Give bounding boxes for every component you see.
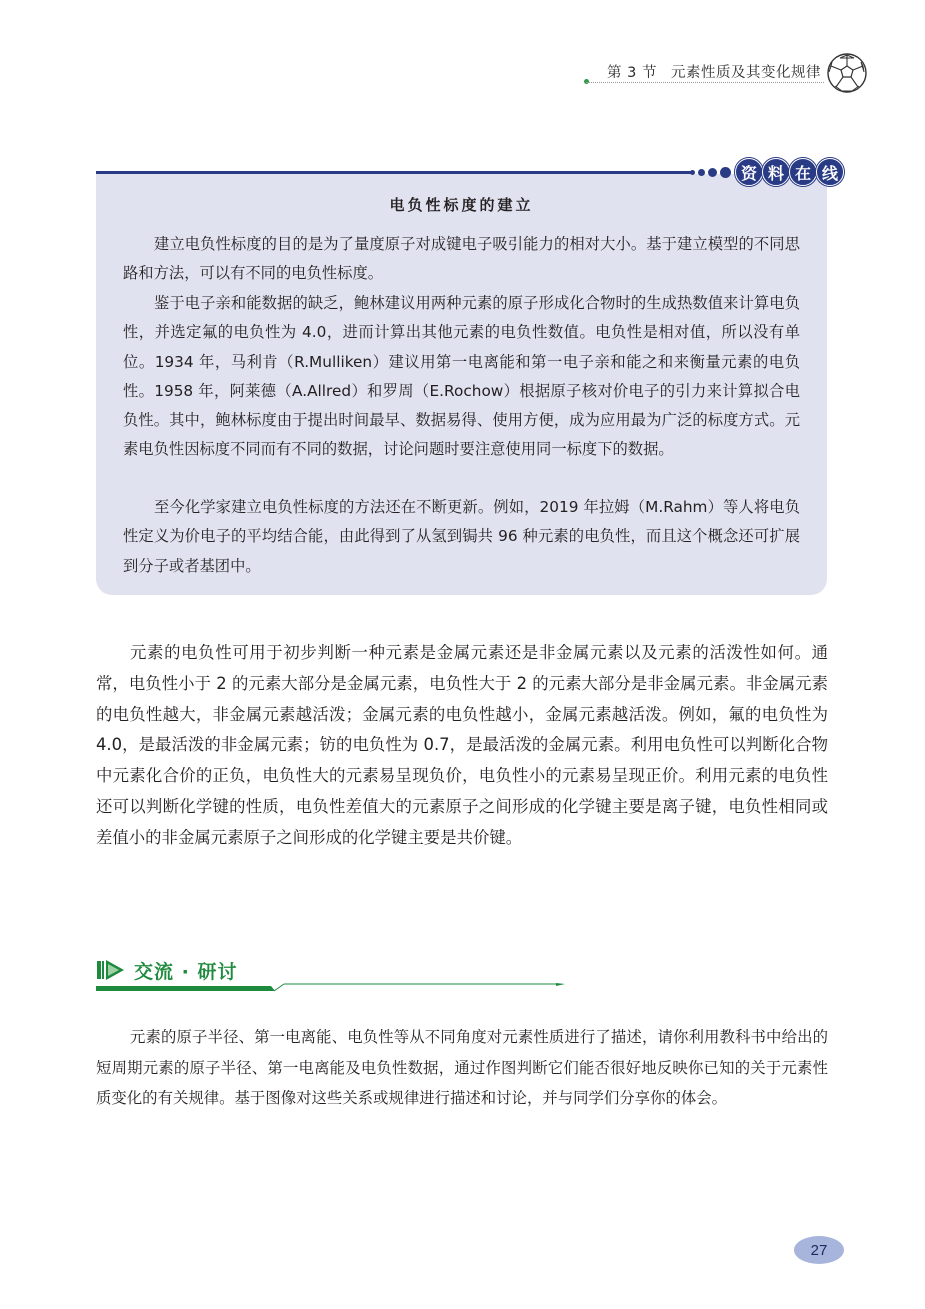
header-divider	[586, 82, 824, 83]
badge-dots	[690, 167, 734, 178]
discussion-heading	[96, 956, 237, 984]
info-paragraph: 鉴于电子亲和能数据的缺乏，鲍林建议用两种元素的原子形成化合物时的生成热数值来计算电负性，并选定氟的电负性为 4.0，进而计算出其他元素的电负性数值。电负性是相对值，所以没有单位。1934 年，马利肯（R.Mulliken）建议用第一电离能和第一电子亲和能之和来衡量元素的电负性。1958 年，阿莱德（A.Allred）和罗周（E.Rochow）根据原子核对价电子的引力来计算拟合电负性。其中，鲍林标度由于提出时间最早、数据易得、使用方便，成为应用最为广泛的标度方式。元素电负性因标度不同而有不同的数据，讨论问题时要注意使用同一标度下的数据。	[123, 294, 800, 459]
badge-char: 料	[762, 158, 790, 186]
page-number: 27	[794, 1236, 844, 1264]
info-box-title: 电负性标度的建立	[389, 196, 534, 214]
discussion-underline	[96, 983, 566, 993]
body-paragraph: 元素的电负性可用于初步判断一种元素是金属元素还是非金属元素以及元素的活泼性如何。通常，电负性小于 2 的元素大部分是金属元素，电负性大于 2 的元素大部分是非金属元素。非金属元素的电负性越大，非金属元素越活泼；金属元素的电负性越小，金属元素越活泼。例如，氟的电负性为 4.0，是最活泼的非金属元素；钫的电负性为 0.7，是最活泼的金属元素。利用电负性可以判断化合物中元素化合价的正负，电负性大的元素易呈现负价，电负性小的元素易呈现正价。利用元素的电负性还可以判断化学键的性质，电负性差值大的元素原子之间形成的化学键主要是离子键，电负性相同或差值小的非金属元素原子之间形成的化学键主要是共价键。	[96, 643, 828, 847]
badge-char: 线	[816, 158, 844, 186]
discussion-paragraph: 元素的原子半径、第一电离能、电负性等从不同角度对元素性质进行了描述，请你利用教科书中给出的短周期元素的原子半径、第一电离能及电负性数据，通过作图判断它们能否很好地反映你已知的关于元素性质变化的有关规律。基于图像对这些关系或规律进行描述和讨论，并与同学们分享你的体会。	[96, 1028, 828, 1107]
running-header	[607, 61, 821, 82]
header-section: 第 3 节	[607, 65, 657, 81]
discussion-title: 交流 · 研讨	[134, 960, 238, 983]
play-arrow-icon	[96, 958, 126, 982]
info-paragraph: 建立电负性标度的目的是为了量度原子对成键电子吸引能力的相对大小。基于建立模型的不同思路和方法，可以有不同的电负性标度。	[123, 235, 800, 283]
header-title: 元素性质及其变化规律	[671, 65, 821, 81]
badge-char: 资	[735, 158, 763, 186]
badge-char: 在	[789, 158, 817, 186]
info-paragraph: 至今化学家建立电负性标度的方法还在不断更新。例如，2019 年拉姆（M.Rahm）等人将电负性定义为价电子的平均结合能，由此得到了从氢到锔共 96 种元素的电负性，而且这个概念还可扩展到分子或者基团中。	[123, 498, 800, 575]
info-online-badge	[690, 155, 844, 189]
soccer-ball-icon	[826, 52, 868, 94]
